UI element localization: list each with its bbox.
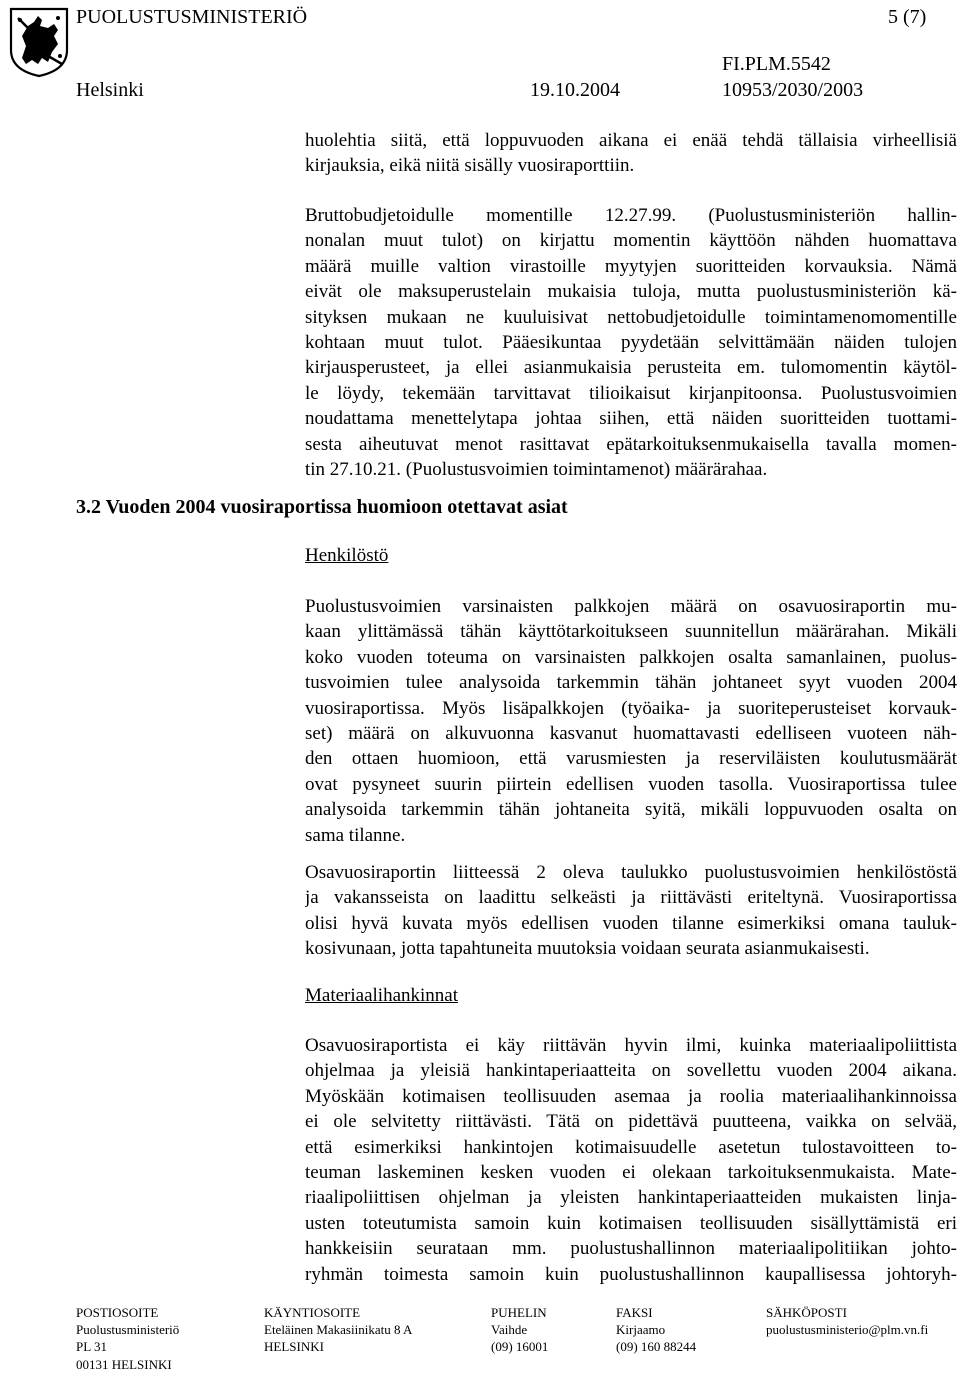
text-line: noudattama menettelytapa johtaa siihen, että näiden suoritteiden tuottami- [305,408,957,430]
footer-line: PL 31 [76,1339,107,1355]
subheading-personnel: Henkilöstö [305,545,389,566]
header-date: 19.10.2004 [530,79,620,101]
text-line: eivät ole maksuperustelain mukaisia tuloja, mutta puolustusministeriön kä- [305,281,957,303]
text-line: ovat pysyneet suurin piirtein edellisen vuoden tasolla. Vuosiraportissa tulee [305,773,957,795]
footer-line: Vaihde [491,1322,528,1338]
footer-line: Eteläinen Makasiinikatu 8 A [264,1322,413,1338]
text-line: usten toteutumista samoin kuin kotimaisen teollisuuden sisällyttämistä eri [305,1212,957,1234]
text-line: analysoida tarkemmin tähän johtaneita syitä, mikäli loppuvuoden osalta on [305,799,957,821]
text-line: tusvoimien tulee analysoida tarkemmin tähän johtaneet syyt vuoden 2004 [305,672,957,694]
text-line: kaan ylittämässä tähän käyttötarkoitukseen suunnitellun määrärahan. Mikäli [305,621,957,643]
text-line: Myöskään kotimaisen teollisuuden asemaa ja roolia materiaalihankinnoissa [305,1085,957,1107]
footer-line: (09) 16001 [491,1339,549,1355]
text-line: nonalan muut tulot) on kirjattu momentin käyttöön nähden huomattava [305,230,957,252]
text-line: le löydy, tekemään tarvittavat tilioikaisut kirjanpitoonsa. Puolustusvoimien [305,382,957,404]
text-line: ohjelmaa ja yleisiä hankintaperiaatteita on sovellettu vuoden 2004 aikana. [305,1060,957,1082]
footer-fax [616,1304,696,1356]
footer-heading: PUHELIN [491,1305,547,1320]
text-line: kohtaan muut tulot. Pääesikuntaa pyydetään selvittämään näiden tulojen [305,331,957,353]
footer-heading: FAKSI [616,1305,653,1320]
text-line: hankkeisiin seurataan mm. puolustushallinnon materiaalipolitiikan johto- [305,1238,957,1260]
text-line: kirjauksia, eikä niitä sisälly vuosiraporttiin. [305,155,635,177]
page-number: 5 (7) [888,6,927,28]
footer-line: Puolustusministeriö [76,1322,180,1338]
text-line: tin 27.10.21. (Puolustusvoimien toimintamenot) määrärahaa. [305,458,768,480]
footer-phone [491,1304,548,1356]
subheading-material-procurement: Materiaalihankinnat [305,985,458,1006]
paragraph-material-procurement [305,1033,957,1287]
text-line: Puolustusvoimien varsinaisten palkkojen määrä on osavuosiraportin mu- [305,596,957,617]
paragraph-personnel-table [305,860,957,962]
text-line: kosivunaan, jotta tapahtuneita muutoksia voidaan seurata asianmukaisesti. [305,938,870,960]
reference-number: 10953/2030/2003 [722,79,864,101]
text-line: teuman laskeminen kesken vuoden ei olekaan tarkoituksenmukaista. Mate- [305,1161,957,1183]
text-line: Osavuosiraportista ei käy riittävän hyvin ilmi, kuinka materiaalipoliittista [305,1035,957,1056]
finnish-lion-logo-icon [8,6,70,78]
footer-line: (09) 160 88244 [616,1339,697,1355]
document-code: FI.PLM.5542 [722,53,831,75]
header-city: Helsinki [76,79,144,101]
footer-postal-address [76,1304,179,1373]
text-line: Bruttobudjetoidulle momentille 12.27.99. (Puolustusministeriön hallin- [305,205,957,226]
footer-email [766,1304,928,1338]
text-line: sama tilanne. [305,824,406,846]
text-line: vuosiraportissa. Myös lisäpalkkojen (työaika- ja suoriteperusteiset korvauk- [305,697,957,719]
text-line: määrä muille valtion virastoille myytyjen suoritteiden korvauksia. Nämä [305,255,957,277]
intro-paragraph [305,128,957,179]
paragraph-gross-budgeted [305,203,957,482]
organization-name: PUOLUSTUSMINISTERIÖ [76,6,308,28]
footer-line: HELSINKI [264,1339,324,1355]
footer-heading: KÄYNTIOSOITE [264,1305,361,1320]
text-line: olisi hyvä kuvata myös edellisen vuoden tilanne esimerkiksi omana tauluk- [305,912,957,934]
text-line: että esimerkiksi hankintojen kotimaisuudelle asetetun tulostavoitteen to- [305,1136,957,1158]
text-line: set) määrä on alkuvuonna kasvanut huomattavasti edelliseen vuoteen näh- [305,722,957,744]
text-line: Osavuosiraportin liitteessä 2 oleva taulukko puolustusvoimien henkilöstöstä [305,862,957,883]
text-line: sesta aiheutuvat menot rasittavat epätarkoituksenmukaisella tavalla momen- [305,433,957,455]
text-line: ja vakansseista on laadittu selkeästi ja riittävästi eriteltynä. Vuosiraportissa [305,887,957,909]
footer-heading: SÄHKÖPOSTI [766,1305,847,1320]
text-line: ryhmän toimesta samoin kuin puolustushallinnon kaupallisessa johtoryh- [305,1263,957,1285]
footer-email-link[interactable]: puolustusministerio@plm.vn.fi [766,1322,929,1338]
text-line: riaalipoliittisen ohjelman ja yleisten hankintaperiaatteiden mukaisten linja- [305,1187,957,1209]
section-title: 3.2 Vuoden 2004 vuosiraportissa huomioon otettavat asiat [76,496,568,518]
text-line: kirjausperusteet, ja ellei asianmukaisia perusteita em. tulomomentin käytöl- [305,357,957,379]
text-line: koko vuoden toteuma on varsinaisten palkkojen osalta samanlainen, puolus- [305,646,957,668]
footer-visiting-address [264,1304,412,1356]
text-line: ei ole selvitetty riittävästi. Tätä on pidettävä puutteena, vaikka on selvää, [305,1111,957,1133]
text-line: sityksen mukaan ne kuuluisivat nettobudjetoidulle toimintamenomomentille [305,306,957,328]
text-line: den ottaen huomioon, että varusmiesten ja reserviläisten koulutusmäärät [305,748,957,770]
footer-line: Kirjaamo [616,1322,666,1338]
footer-line: 00131 HELSINKI [76,1356,172,1372]
text-line: huolehtia siitä, että loppuvuoden aikana ei enää tehdä tällaisia virheellisiä [305,130,957,151]
paragraph-personnel-salaries [305,594,957,848]
footer-heading: POSTIOSOITE [76,1305,159,1320]
